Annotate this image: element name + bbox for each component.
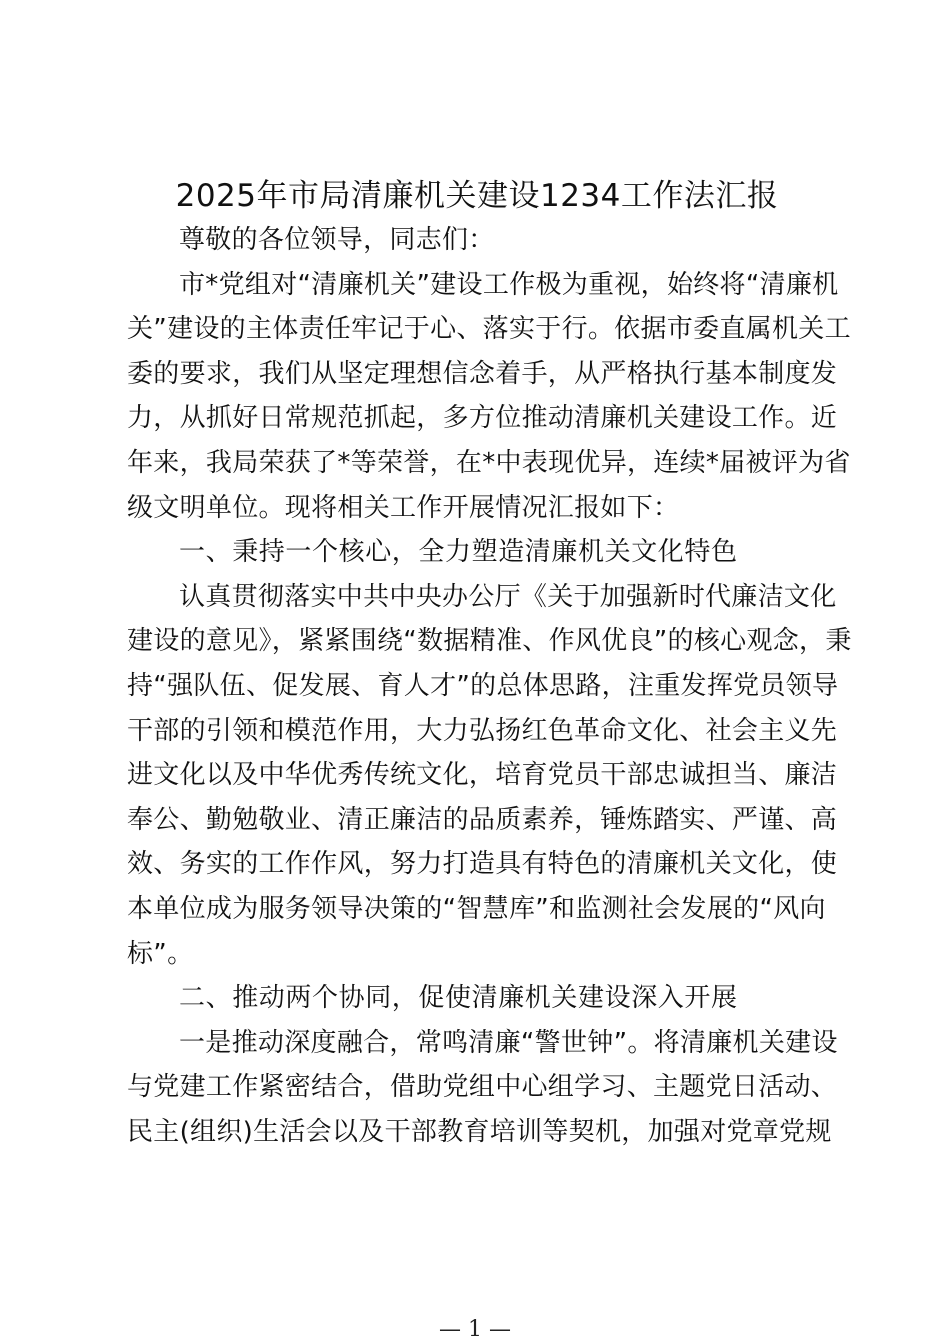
document-body — [127, 172, 852, 1154]
paragraph-line: 委的要求，我们从坚定理想信念着手，从严格执行基本制度发 — [127, 358, 838, 389]
paragraph-line: 关”建设的主体责任牢记于心、落实于行。依据市委直属机关工 — [127, 314, 851, 345]
paragraph-line: 进文化以及中华优秀传统文化，培育党员干部忠诚担当、廉洁 — [127, 760, 838, 791]
paragraph-line: 市*党组对“清廉机关”建设工作极为重视，始终将“清廉机 — [179, 269, 839, 300]
paragraph-line: 标”。 — [127, 938, 194, 969]
paragraph-line: 效、务实的工作作风，努力打造具有特色的清廉机关文化，使 — [127, 849, 838, 880]
document-title: 2025年市局清廉机关建设1234工作法汇报 — [175, 178, 779, 214]
paragraph-line: 级文明单位。现将相关工作开展情况汇报如下： — [127, 492, 680, 523]
paragraph-line: 民主(组织)生活会以及干部教育培训等契机，加强对党章党规 — [127, 1116, 832, 1147]
salutation: 尊敬的各位领导，同志们： — [179, 225, 495, 255]
paragraph-line: 认真贯彻落实中共中央办公厅《关于加强新时代廉洁文化 — [179, 581, 837, 612]
paragraph-line: 与党建工作紧密结合，借助党组中心组学习、主题党日活动、 — [127, 1072, 838, 1103]
paragraph-2 — [127, 575, 852, 976]
paragraph-3 — [127, 1021, 838, 1155]
page-number: — 1 — — [439, 1317, 511, 1342]
paragraph-line: 力，从抓好日常规范抓起，多方位推动清廉机关建设工作。近 — [127, 403, 838, 434]
section-heading-2: 二、推动两个协同，促使清廉机关建设深入开展 — [179, 983, 738, 1014]
paragraph-line: 本单位成为服务领导决策的“智慧库”和监测社会发展的“风向 — [127, 893, 826, 924]
paragraph-1 — [127, 263, 851, 531]
paragraph-line: 年来，我局荣获了*等荣誉，在*中表现优异，连续*届被评为省 — [127, 447, 851, 478]
paragraph-line: 干部的引领和模范作用，大力弘扬红色革命文化、社会主义先 — [127, 715, 838, 746]
paragraph-line: 持“强队伍、促发展、育人才”的总体思路，注重发挥党员领导 — [127, 670, 839, 701]
paragraph-line: 一是推动深度融合，常鸣清廉“警世钟”。将清廉机关建设 — [179, 1027, 838, 1058]
paragraph-line: 奉公、勤勉敬业、清正廉洁的品质素养，锤炼踏实、严谨、高 — [127, 804, 838, 835]
paragraph-line: 建设的意见》，紧紧围绕“数据精准、作风优良”的核心观念，秉 — [127, 626, 852, 657]
section-heading-1: 一、秉持一个核心，全力塑造清廉机关文化特色 — [179, 537, 738, 568]
